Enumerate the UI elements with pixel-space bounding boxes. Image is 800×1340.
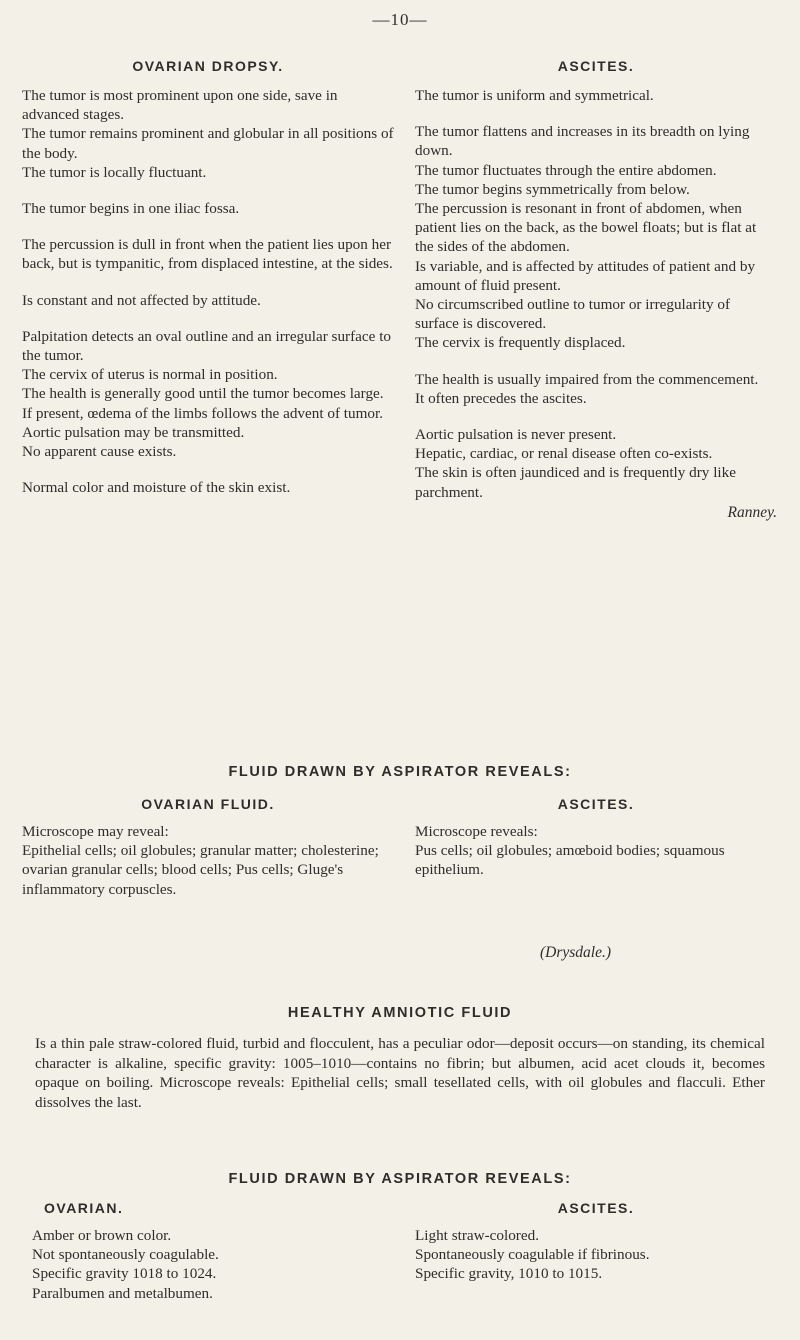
- right-para: Aortic pulsation is never present.: [415, 426, 617, 444]
- ascites-fluid-intro: Microscope reveals:: [415, 823, 538, 840]
- amniotic-heading: HEALTHY AMNIOTIC FLUID: [287, 1005, 513, 1021]
- right-para: The tumor flattens and increases in its breadth on lying down.: [415, 123, 750, 160]
- ovarian-dropsy-column: [22, 58, 394, 522]
- ascites-fluid-column: [415, 796, 777, 899]
- right-para: The tumor fluctuates through the entire abdomen.: [415, 161, 717, 179]
- ovarian-line: Not spontaneously coagulable.: [32, 1246, 219, 1264]
- ovarian-column-2: [22, 1200, 394, 1303]
- page-number: —10—: [372, 10, 428, 29]
- left-para: If present, œdema of the limbs follows the advent of tumor.: [22, 404, 384, 422]
- ascites-fluid-heading: ASCITES.: [557, 796, 635, 812]
- ovarian-fluid-column: [22, 796, 394, 899]
- amniotic-text: Is a thin pale straw-colored fluid, turbid and flocculent, has a peculiar odor—deposit occurs—on standing, its chemical character is alkaline, specific gravity: 1005–1010—contains no fibrin; but albumen, acid acet clouds it, becomes opaque on boiling. Microscope reveals: Epithelial cells; small tesellated cells, with oil globules and flacculi. Ether dissolves the last.: [35, 1035, 765, 1111]
- left-para: The tumor begins in one iliac fossa.: [22, 200, 240, 218]
- right-para: The tumor begins symmetrically from below.: [415, 180, 690, 198]
- left-para: The percussion is dull in front when the patient lies upon her back, but is tympanitic, from displaced intestine, at the sides.: [22, 236, 393, 273]
- left-para: Aortic pulsation may be transmitted.: [22, 423, 245, 441]
- left-para: The tumor is locally fluctuant.: [22, 163, 207, 181]
- comparison-columns: [22, 58, 777, 522]
- ovarian-heading-2: OVARIAN.: [44, 1200, 124, 1216]
- right-para: The health is usually impaired from the commencement.: [415, 370, 759, 388]
- ascites-column: [415, 58, 777, 522]
- right-para: Hepatic, cardiac, or renal disease often co-exists.: [415, 445, 713, 463]
- left-para: The tumor is most prominent upon one side, save in advanced stages.: [22, 87, 338, 124]
- ovarian-line: Specific gravity 1018 to 1024.: [32, 1265, 217, 1283]
- right-para: No circumscribed outline to tumor or irregularity of surface is discovered.: [415, 296, 731, 333]
- ovarian-dropsy-heading: OVARIAN DROPSY.: [132, 58, 284, 74]
- right-para: The percussion is resonant in front of abdomen, when patient lies on the back, as the bowel floats; but is flat at the sides of the abdomen.: [415, 200, 757, 256]
- left-para: Palpitation detects an oval outline and an irregular surface to the tumor.: [22, 327, 392, 365]
- ascites-heading: ASCITES.: [557, 58, 635, 74]
- left-para: The cervix of uterus is normal in position.: [22, 366, 278, 384]
- ascites-line: Specific gravity, 1010 to 1015.: [415, 1265, 603, 1283]
- right-para: It often precedes the ascites.: [415, 389, 587, 407]
- left-para: No apparent cause exists.: [22, 443, 177, 461]
- ovarian-fluid-text: Epithelial cells; oil globules; granular matter; cholesterine; ovarian granular cells; blood cells; Pus cells; Gluge's inflammatory corpuscles.: [22, 842, 379, 898]
- right-para: The tumor is uniform and symmetrical.: [415, 87, 654, 104]
- ascites-line: Spontaneously coagulable if fibrinous.: [415, 1246, 650, 1264]
- ascites-heading-2: ASCITES.: [557, 1200, 635, 1216]
- ovarian-fluid-heading: OVARIAN FLUID.: [141, 796, 275, 812]
- author-signature: Ranney.: [727, 503, 777, 521]
- right-para: The skin is often jaundiced and is frequently dry like parchment.: [415, 464, 736, 501]
- ascites-line: Light straw-colored.: [415, 1227, 539, 1244]
- left-para: The tumor remains prominent and globular in all positions of the body.: [22, 125, 394, 162]
- ascites-column-2: [415, 1200, 777, 1303]
- left-para: Is constant and not affected by attitude.: [22, 291, 261, 309]
- left-para: Normal color and moisture of the skin exist.: [22, 479, 291, 497]
- fluid-columns: [22, 796, 777, 899]
- ovarian-fluid-intro: Microscope may reveal:: [22, 823, 169, 840]
- section-heading: FLUID DRAWN BY ASPIRATOR REVEALS:: [228, 764, 572, 780]
- right-para: The cervix is frequently displaced.: [415, 334, 626, 352]
- ovarian-line: Amber or brown color.: [32, 1227, 172, 1244]
- ascites-fluid-text: Pus cells; oil globules; amœboid bodies; squamous epithelium.: [415, 842, 725, 879]
- left-para: The health is generally good until the tumor becomes large.: [22, 385, 384, 403]
- fluid-columns-2: [22, 1200, 777, 1303]
- right-para: Is variable, and is affected by attitudes of patient and by amount of fluid present.: [415, 257, 756, 294]
- ovarian-line: Paralbumen and metalbumen.: [32, 1284, 213, 1302]
- section-heading-2: FLUID DRAWN BY ASPIRATOR REVEALS:: [228, 1171, 572, 1187]
- credit-drysdale: (Drysdale.): [540, 944, 612, 961]
